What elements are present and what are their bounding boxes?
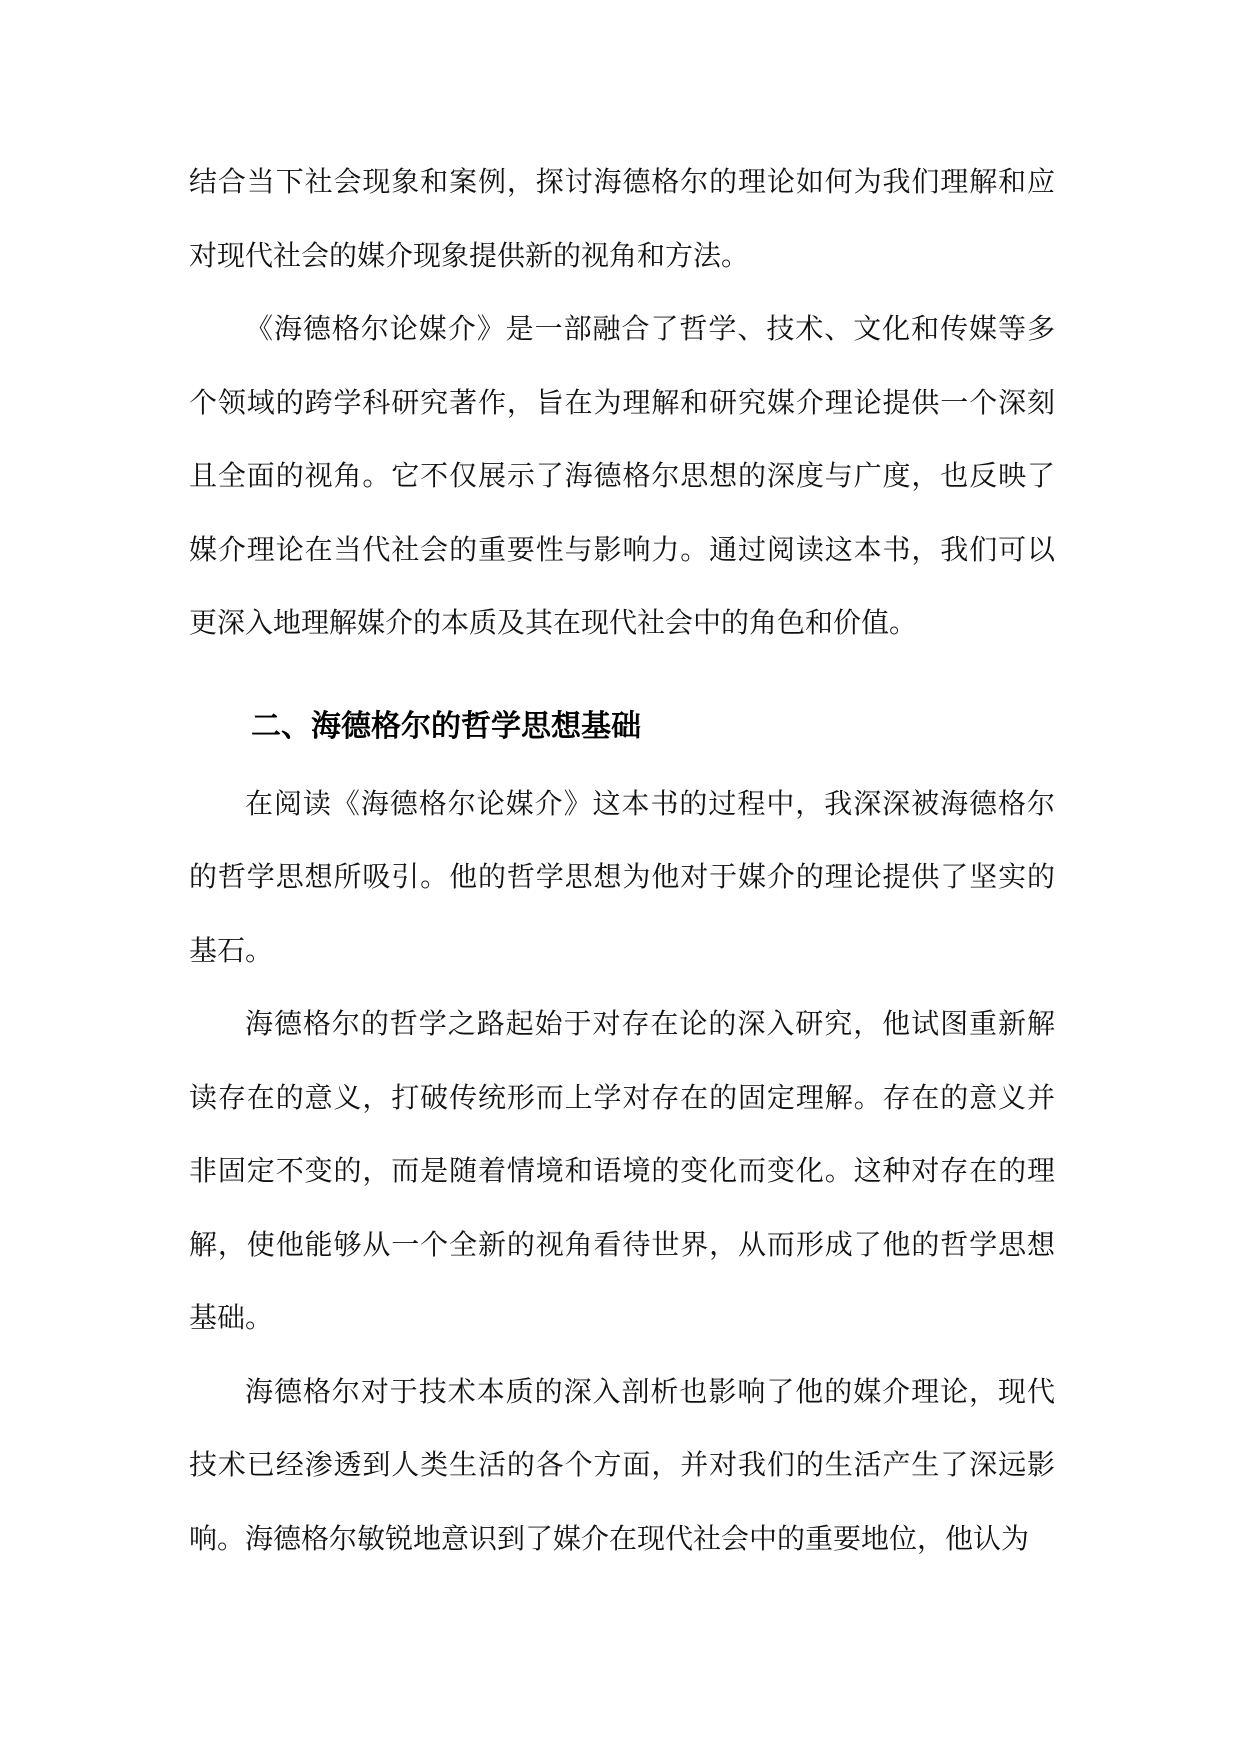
paragraph-reading-impression: 在阅读《海德格尔论媒介》这本书的过程中，我深深被海德格尔的哲学思想所吸引。他的哲学思想为他对于媒介的理论提供了坚实的基石。 <box>189 786 1055 967</box>
section-heading: 二、海德格尔的哲学思想基础 <box>251 708 641 744</box>
paragraph-ontology: 海德格尔的哲学之路起始于对存在论的深入研究，他试图重新解读存在的意义，打破传统形而上学对存在的固定理解。存在的意义并非固定不变的，而是随着情境和语境的变化而变化。这种对存在的理解，使他能够从一个全新的视角看待世界，从而形成了他的哲学思想基础。 <box>189 1007 1055 1334</box>
page-body <box>189 145 1055 1575</box>
paragraph-continuation: 结合当下社会现象和案例，探讨海德格尔的理论如何为我们理解和应对现代社会的媒介现象提供新的视角和方法。 <box>189 165 1055 272</box>
paragraph-technology: 海德格尔对于技术本质的深入剖析也影响了他的媒介理论，现代技术已经渗透到人类生活的各个方面，并对我们的生活产生了深远影响。海德格尔敏锐地意识到了媒介在现代社会中的重要地位，他认为 <box>189 1374 1055 1555</box>
paragraph-book-overview: 《海德格尔论媒介》是一部融合了哲学、技术、文化和传媒等多个领域的跨学科研究著作，旨在为理解和研究媒介理论提供一个深刻且全面的视角。它不仅展示了海德格尔思想的深度与广度，也反映了媒介理论在当代社会的重要性与影响力。通过阅读这本书，我们可以更深入地理解媒介的本质及其在现代社会中的角色和价值。 <box>189 312 1055 639</box>
